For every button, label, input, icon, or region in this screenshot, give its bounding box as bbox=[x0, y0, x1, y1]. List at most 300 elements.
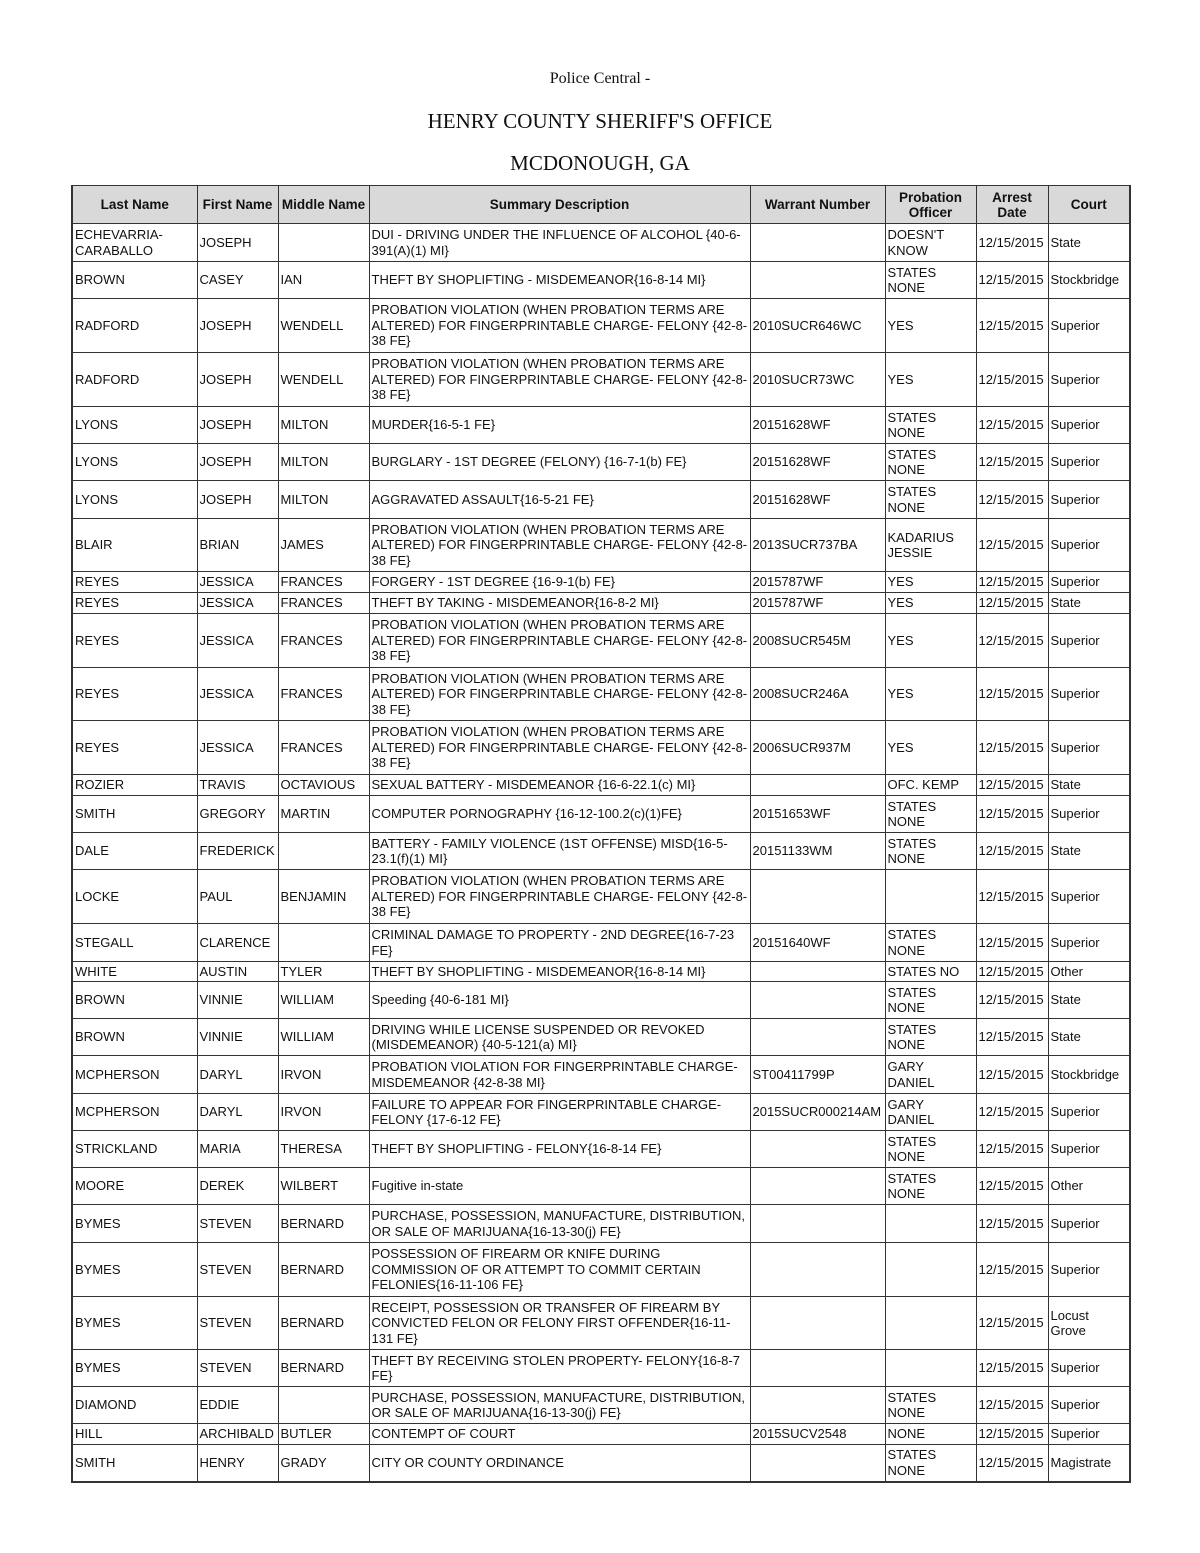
cell-probation-officer: YES bbox=[885, 353, 976, 407]
cell-probation-officer: YES bbox=[885, 668, 976, 721]
cell-warrant-number bbox=[750, 1297, 885, 1350]
cell-first-name: VINNIE bbox=[197, 1019, 278, 1056]
cell-court: Superior bbox=[1048, 1094, 1130, 1131]
cell-warrant-number: 20151653WF bbox=[750, 796, 885, 833]
report-source-title: Police Central - bbox=[549, 70, 651, 87]
cell-first-name: JOSEPH bbox=[197, 444, 278, 481]
cell-court: Magistrate bbox=[1048, 1445, 1130, 1482]
cell-warrant-number: 2015SUCV2548 bbox=[750, 1424, 885, 1445]
cell-first-name: BRIAN bbox=[197, 519, 278, 572]
cell-arrest-date: 12/15/2015 bbox=[976, 407, 1048, 444]
cell-arrest-date: 12/15/2015 bbox=[976, 614, 1048, 668]
cell-probation-officer: STATES NONE bbox=[885, 262, 976, 299]
cell-probation-officer: STATES NONE bbox=[885, 481, 976, 519]
cell-last-name: ECHEVARRIA-CARABALLO bbox=[72, 224, 197, 262]
cell-middle-name: FRANCES bbox=[278, 668, 369, 721]
cell-summary-description: THEFT BY SHOPLIFTING - FELONY{16-8-14 FE} bbox=[369, 1131, 750, 1168]
cell-court: Superior bbox=[1048, 519, 1130, 572]
cell-arrest-date: 12/15/2015 bbox=[976, 224, 1048, 262]
cell-first-name: STEVEN bbox=[197, 1350, 278, 1387]
cell-warrant-number: 20151628WF bbox=[750, 407, 885, 444]
cell-arrest-date: 12/15/2015 bbox=[976, 668, 1048, 721]
cell-summary-description: THEFT BY TAKING - MISDEMEANOR{16-8-2 MI} bbox=[369, 593, 750, 614]
cell-warrant-number bbox=[750, 775, 885, 796]
cell-summary-description: PURCHASE, POSSESSION, MANUFACTURE, DISTRIBUTION, OR SALE OF MARIJUANA{16-13-30(j) FE} bbox=[369, 1387, 750, 1424]
column-header-middle-name: Middle Name bbox=[278, 186, 369, 224]
cell-summary-description: SEXUAL BATTERY - MISDEMEANOR {16-6-22.1(c) MI} bbox=[369, 775, 750, 796]
table-row bbox=[72, 572, 1130, 593]
cell-arrest-date: 12/15/2015 bbox=[976, 262, 1048, 299]
table-row bbox=[72, 1445, 1130, 1482]
cell-summary-description: POSSESSION OF FIREARM OR KNIFE DURING COMMISSION OF OR ATTEMPT TO COMMIT CERTAIN FELONIES{16-11-106 FE} bbox=[369, 1243, 750, 1297]
cell-warrant-number bbox=[750, 1387, 885, 1424]
cell-arrest-date: 12/15/2015 bbox=[976, 721, 1048, 775]
cell-warrant-number: 2015SUCR000214AM bbox=[750, 1094, 885, 1131]
cell-summary-description: CITY OR COUNTY ORDINANCE bbox=[369, 1445, 750, 1482]
table-row bbox=[72, 444, 1130, 481]
table-row bbox=[72, 1056, 1130, 1094]
table-row bbox=[72, 796, 1130, 833]
cell-last-name: MCPHERSON bbox=[72, 1094, 197, 1131]
cell-court: State bbox=[1048, 224, 1130, 262]
table-row bbox=[72, 299, 1130, 353]
cell-probation-officer: STATES NO bbox=[885, 962, 976, 982]
cell-arrest-date: 12/15/2015 bbox=[976, 1350, 1048, 1387]
cell-court: Other bbox=[1048, 962, 1130, 982]
cell-last-name: STRICKLAND bbox=[72, 1131, 197, 1168]
cell-probation-officer: STATES NONE bbox=[885, 1445, 976, 1482]
cell-first-name: STEVEN bbox=[197, 1205, 278, 1243]
table-row bbox=[72, 870, 1130, 924]
cell-summary-description: THEFT BY SHOPLIFTING - MISDEMEANOR{16-8-14 MI} bbox=[369, 262, 750, 299]
cell-probation-officer: OFC. KEMP bbox=[885, 775, 976, 796]
column-header-last-name: Last Name bbox=[72, 186, 197, 224]
cell-summary-description: PROBATION VIOLATION (WHEN PROBATION TERMS ARE ALTERED) FOR FINGERPRINTABLE CHARGE- FELONY {42-8-38 FE} bbox=[369, 353, 750, 407]
cell-arrest-date: 12/15/2015 bbox=[976, 924, 1048, 962]
table-header-row bbox=[72, 186, 1130, 224]
cell-court: Superior bbox=[1048, 1243, 1130, 1297]
table-row bbox=[72, 1350, 1130, 1387]
table-row bbox=[72, 1168, 1130, 1205]
cell-probation-officer: STATES NONE bbox=[885, 1387, 976, 1424]
column-header-first-name: First Name bbox=[197, 186, 278, 224]
cell-probation-officer: YES bbox=[885, 593, 976, 614]
cell-last-name: LYONS bbox=[72, 444, 197, 481]
table-row bbox=[72, 668, 1130, 721]
cell-first-name: VINNIE bbox=[197, 982, 278, 1019]
cell-middle-name: BERNARD bbox=[278, 1243, 369, 1297]
cell-probation-officer: YES bbox=[885, 614, 976, 668]
cell-summary-description: PROBATION VIOLATION FOR FINGERPRINTABLE CHARGE- MISDEMEANOR {42-8-38 MI} bbox=[369, 1056, 750, 1094]
cell-first-name: JOSEPH bbox=[197, 299, 278, 353]
cell-summary-description: PROBATION VIOLATION (WHEN PROBATION TERMS ARE ALTERED) FOR FINGERPRINTABLE CHARGE- FELONY {42-8-38 FE} bbox=[369, 614, 750, 668]
cell-probation-officer: GARY DANIEL bbox=[885, 1056, 976, 1094]
cell-middle-name: MILTON bbox=[278, 407, 369, 444]
column-header-warrant-number: Warrant Number bbox=[750, 186, 885, 224]
cell-probation-officer bbox=[885, 1243, 976, 1297]
cell-arrest-date: 12/15/2015 bbox=[976, 444, 1048, 481]
table-row bbox=[72, 593, 1130, 614]
cell-summary-description: DUI - DRIVING UNDER THE INFLUENCE OF ALCOHOL {40-6-391(A)(1) MI} bbox=[369, 224, 750, 262]
table-row bbox=[72, 262, 1130, 299]
cell-court: Superior bbox=[1048, 796, 1130, 833]
cell-court: Superior bbox=[1048, 1131, 1130, 1168]
cell-last-name: BLAIR bbox=[72, 519, 197, 572]
cell-last-name: DIAMOND bbox=[72, 1387, 197, 1424]
cell-last-name: STEGALL bbox=[72, 924, 197, 962]
cell-warrant-number bbox=[750, 962, 885, 982]
cell-summary-description: DRIVING WHILE LICENSE SUSPENDED OR REVOKED (MISDEMEANOR) {40-5-121(a) MI} bbox=[369, 1019, 750, 1056]
cell-first-name: CLARENCE bbox=[197, 924, 278, 962]
cell-warrant-number: 20151133WM bbox=[750, 833, 885, 870]
cell-middle-name: MARTIN bbox=[278, 796, 369, 833]
column-header-arrest-date: Arrest Date bbox=[976, 186, 1048, 224]
cell-arrest-date: 12/15/2015 bbox=[976, 1445, 1048, 1482]
cell-first-name: JOSEPH bbox=[197, 353, 278, 407]
cell-probation-officer bbox=[885, 870, 976, 924]
cell-first-name: DARYL bbox=[197, 1094, 278, 1131]
cell-arrest-date: 12/15/2015 bbox=[976, 519, 1048, 572]
cell-first-name: JESSICA bbox=[197, 572, 278, 593]
cell-last-name: DALE bbox=[72, 833, 197, 870]
cell-middle-name: BERNARD bbox=[278, 1205, 369, 1243]
cell-first-name: JESSICA bbox=[197, 593, 278, 614]
cell-warrant-number: 2008SUCR246A bbox=[750, 668, 885, 721]
cell-court: Superior bbox=[1048, 668, 1130, 721]
cell-middle-name: FRANCES bbox=[278, 572, 369, 593]
cell-middle-name: WENDELL bbox=[278, 353, 369, 407]
table-row bbox=[72, 1131, 1130, 1168]
cell-arrest-date: 12/15/2015 bbox=[976, 1387, 1048, 1424]
cell-court: Superior bbox=[1048, 353, 1130, 407]
cell-middle-name: FRANCES bbox=[278, 593, 369, 614]
cell-warrant-number: ST00411799P bbox=[750, 1056, 885, 1094]
cell-middle-name bbox=[278, 224, 369, 262]
cell-probation-officer: STATES NONE bbox=[885, 444, 976, 481]
cell-court: Superior bbox=[1048, 1205, 1130, 1243]
cell-first-name: GREGORY bbox=[197, 796, 278, 833]
cell-summary-description: Fugitive in-state bbox=[369, 1168, 750, 1205]
cell-middle-name: IAN bbox=[278, 262, 369, 299]
cell-warrant-number bbox=[750, 262, 885, 299]
cell-probation-officer: DOESN'T KNOW bbox=[885, 224, 976, 262]
cell-summary-description: MURDER{16-5-1 FE} bbox=[369, 407, 750, 444]
table-row bbox=[72, 1387, 1130, 1424]
cell-arrest-date: 12/15/2015 bbox=[976, 572, 1048, 593]
cell-last-name: BROWN bbox=[72, 982, 197, 1019]
cell-probation-officer bbox=[885, 1350, 976, 1387]
cell-middle-name: BENJAMIN bbox=[278, 870, 369, 924]
table-row bbox=[72, 1297, 1130, 1350]
cell-first-name: JESSICA bbox=[197, 668, 278, 721]
cell-probation-officer: STATES NONE bbox=[885, 833, 976, 870]
cell-last-name: WHITE bbox=[72, 962, 197, 982]
table-row bbox=[72, 481, 1130, 519]
cell-probation-officer: STATES NONE bbox=[885, 1019, 976, 1056]
cell-arrest-date: 12/15/2015 bbox=[976, 299, 1048, 353]
cell-last-name: BYMES bbox=[72, 1205, 197, 1243]
cell-last-name: BROWN bbox=[72, 1019, 197, 1056]
cell-probation-officer: STATES NONE bbox=[885, 1168, 976, 1205]
cell-probation-officer bbox=[885, 1297, 976, 1350]
table-row bbox=[72, 962, 1130, 982]
cell-first-name: AUSTIN bbox=[197, 962, 278, 982]
cell-last-name: REYES bbox=[72, 614, 197, 668]
cell-last-name: LOCKE bbox=[72, 870, 197, 924]
cell-warrant-number bbox=[750, 1131, 885, 1168]
cell-court: Superior bbox=[1048, 1350, 1130, 1387]
cell-arrest-date: 12/15/2015 bbox=[976, 1168, 1048, 1205]
cell-court: Superior bbox=[1048, 870, 1130, 924]
cell-probation-officer: STATES NONE bbox=[885, 796, 976, 833]
cell-first-name: DEREK bbox=[197, 1168, 278, 1205]
table-body bbox=[72, 224, 1130, 1482]
cell-last-name: HILL bbox=[72, 1424, 197, 1445]
cell-court: State bbox=[1048, 593, 1130, 614]
cell-last-name: REYES bbox=[72, 668, 197, 721]
cell-last-name: REYES bbox=[72, 593, 197, 614]
cell-warrant-number: 2013SUCR737BA bbox=[750, 519, 885, 572]
agency-title: HENRY COUNTY SHERIFF'S OFFICE bbox=[427, 109, 773, 133]
cell-arrest-date: 12/15/2015 bbox=[976, 353, 1048, 407]
cell-arrest-date: 12/15/2015 bbox=[976, 481, 1048, 519]
cell-first-name: JESSICA bbox=[197, 614, 278, 668]
cell-middle-name: THERESA bbox=[278, 1131, 369, 1168]
agency-location: MCDONOUGH, GA bbox=[510, 151, 690, 175]
cell-summary-description: PROBATION VIOLATION (WHEN PROBATION TERMS ARE ALTERED) FOR FINGERPRINTABLE CHARGE- FELONY {42-8-38 FE} bbox=[369, 870, 750, 924]
cell-warrant-number bbox=[750, 1205, 885, 1243]
cell-summary-description: Speeding {40-6-181 MI} bbox=[369, 982, 750, 1019]
column-header-court: Court bbox=[1048, 186, 1130, 224]
table-row bbox=[72, 721, 1130, 775]
cell-middle-name: IRVON bbox=[278, 1056, 369, 1094]
cell-middle-name bbox=[278, 1387, 369, 1424]
cell-arrest-date: 12/15/2015 bbox=[976, 962, 1048, 982]
cell-warrant-number: 20151628WF bbox=[750, 481, 885, 519]
table-row bbox=[72, 1019, 1130, 1056]
cell-arrest-date: 12/15/2015 bbox=[976, 1056, 1048, 1094]
cell-warrant-number: 2015787WF bbox=[750, 572, 885, 593]
cell-summary-description: THEFT BY SHOPLIFTING - MISDEMEANOR{16-8-14 MI} bbox=[369, 962, 750, 982]
cell-warrant-number bbox=[750, 870, 885, 924]
table-row bbox=[72, 833, 1130, 870]
cell-court: Superior bbox=[1048, 1424, 1130, 1445]
cell-court: Locust Grove bbox=[1048, 1297, 1130, 1350]
cell-probation-officer bbox=[885, 1205, 976, 1243]
cell-arrest-date: 12/15/2015 bbox=[976, 833, 1048, 870]
cell-court: Other bbox=[1048, 1168, 1130, 1205]
cell-court: Stockbridge bbox=[1048, 1056, 1130, 1094]
cell-middle-name: FRANCES bbox=[278, 721, 369, 775]
cell-middle-name: TYLER bbox=[278, 962, 369, 982]
cell-last-name: BROWN bbox=[72, 262, 197, 299]
cell-arrest-date: 12/15/2015 bbox=[976, 1131, 1048, 1168]
cell-court: Superior bbox=[1048, 407, 1130, 444]
cell-warrant-number bbox=[750, 1445, 885, 1482]
cell-last-name: MOORE bbox=[72, 1168, 197, 1205]
cell-warrant-number bbox=[750, 224, 885, 262]
cell-first-name: DARYL bbox=[197, 1056, 278, 1094]
cell-last-name: SMITH bbox=[72, 1445, 197, 1482]
cell-probation-officer: STATES NONE bbox=[885, 1131, 976, 1168]
cell-middle-name: WILLIAM bbox=[278, 982, 369, 1019]
cell-summary-description: CRIMINAL DAMAGE TO PROPERTY - 2ND DEGREE{16-7-23 FE} bbox=[369, 924, 750, 962]
cell-summary-description: PURCHASE, POSSESSION, MANUFACTURE, DISTRIBUTION, OR SALE OF MARIJUANA{16-13-30(j) FE} bbox=[369, 1205, 750, 1243]
table-row bbox=[72, 224, 1130, 262]
table-row bbox=[72, 924, 1130, 962]
cell-court: Superior bbox=[1048, 444, 1130, 481]
cell-last-name: REYES bbox=[72, 721, 197, 775]
cell-summary-description: BURGLARY - 1ST DEGREE (FELONY) {16-7-1(b) FE} bbox=[369, 444, 750, 481]
cell-arrest-date: 12/15/2015 bbox=[976, 1297, 1048, 1350]
cell-last-name: RADFORD bbox=[72, 353, 197, 407]
cell-last-name: ROZIER bbox=[72, 775, 197, 796]
cell-middle-name: WILLIAM bbox=[278, 1019, 369, 1056]
column-header-probation-officer: Probation Officer bbox=[885, 186, 976, 224]
cell-court: State bbox=[1048, 775, 1130, 796]
cell-probation-officer: STATES NONE bbox=[885, 982, 976, 1019]
cell-middle-name bbox=[278, 833, 369, 870]
cell-court: State bbox=[1048, 982, 1130, 1019]
cell-probation-officer: NONE bbox=[885, 1424, 976, 1445]
cell-first-name: ARCHIBALD bbox=[197, 1424, 278, 1445]
cell-warrant-number bbox=[750, 982, 885, 1019]
cell-middle-name: BERNARD bbox=[278, 1297, 369, 1350]
cell-middle-name: WILBERT bbox=[278, 1168, 369, 1205]
cell-summary-description: COMPUTER PORNOGRAPHY {16-12-100.2(c)(1)FE} bbox=[369, 796, 750, 833]
cell-middle-name bbox=[278, 924, 369, 962]
cell-warrant-number: 2010SUCR73WC bbox=[750, 353, 885, 407]
cell-arrest-date: 12/15/2015 bbox=[976, 1243, 1048, 1297]
cell-probation-officer: YES bbox=[885, 299, 976, 353]
cell-middle-name: GRADY bbox=[278, 1445, 369, 1482]
cell-court: Superior bbox=[1048, 1387, 1130, 1424]
cell-first-name: JOSEPH bbox=[197, 224, 278, 262]
cell-summary-description: PROBATION VIOLATION (WHEN PROBATION TERMS ARE ALTERED) FOR FINGERPRINTABLE CHARGE- FELONY {42-8-38 FE} bbox=[369, 299, 750, 353]
cell-summary-description: THEFT BY RECEIVING STOLEN PROPERTY- FELONY{16-8-7 FE} bbox=[369, 1350, 750, 1387]
cell-court: Superior bbox=[1048, 614, 1130, 668]
table-row bbox=[72, 775, 1130, 796]
cell-summary-description: PROBATION VIOLATION (WHEN PROBATION TERMS ARE ALTERED) FOR FINGERPRINTABLE CHARGE- FELONY {42-8-38 FE} bbox=[369, 668, 750, 721]
cell-arrest-date: 12/15/2015 bbox=[976, 1094, 1048, 1131]
cell-first-name: CASEY bbox=[197, 262, 278, 299]
cell-arrest-date: 12/15/2015 bbox=[976, 982, 1048, 1019]
cell-court: Superior bbox=[1048, 924, 1130, 962]
cell-first-name: EDDIE bbox=[197, 1387, 278, 1424]
cell-summary-description: BATTERY - FAMILY VIOLENCE (1ST OFFENSE) MISD{16-5-23.1(f)(1) MI} bbox=[369, 833, 750, 870]
table-row bbox=[72, 407, 1130, 444]
cell-warrant-number: 2015787WF bbox=[750, 593, 885, 614]
cell-first-name: MARIA bbox=[197, 1131, 278, 1168]
cell-probation-officer: STATES NONE bbox=[885, 924, 976, 962]
cell-middle-name: OCTAVIOUS bbox=[278, 775, 369, 796]
cell-last-name: MCPHERSON bbox=[72, 1056, 197, 1094]
cell-first-name: FREDERICK bbox=[197, 833, 278, 870]
cell-warrant-number: 20151628WF bbox=[750, 444, 885, 481]
cell-warrant-number bbox=[750, 1168, 885, 1205]
cell-arrest-date: 12/15/2015 bbox=[976, 775, 1048, 796]
cell-probation-officer: STATES NONE bbox=[885, 407, 976, 444]
cell-last-name: BYMES bbox=[72, 1350, 197, 1387]
cell-summary-description: RECEIPT, POSSESSION OR TRANSFER OF FIREARM BY CONVICTED FELON OR FELONY FIRST OFFENDER{16-11-131 FE} bbox=[369, 1297, 750, 1350]
cell-probation-officer: YES bbox=[885, 721, 976, 775]
cell-arrest-date: 12/15/2015 bbox=[976, 593, 1048, 614]
cell-court: Superior bbox=[1048, 572, 1130, 593]
cell-arrest-date: 12/15/2015 bbox=[976, 1424, 1048, 1445]
cell-arrest-date: 12/15/2015 bbox=[976, 1205, 1048, 1243]
cell-warrant-number bbox=[750, 1019, 885, 1056]
cell-court: Superior bbox=[1048, 481, 1130, 519]
cell-first-name: JESSICA bbox=[197, 721, 278, 775]
cell-middle-name: IRVON bbox=[278, 1094, 369, 1131]
cell-court: Superior bbox=[1048, 299, 1130, 353]
cell-last-name: SMITH bbox=[72, 796, 197, 833]
cell-last-name: LYONS bbox=[72, 407, 197, 444]
cell-last-name: BYMES bbox=[72, 1243, 197, 1297]
cell-arrest-date: 12/15/2015 bbox=[976, 796, 1048, 833]
arrest-table bbox=[71, 185, 1131, 1483]
cell-last-name: BYMES bbox=[72, 1297, 197, 1350]
table-row bbox=[72, 614, 1130, 668]
cell-middle-name: MILTON bbox=[278, 444, 369, 481]
table-row bbox=[72, 1424, 1130, 1445]
cell-warrant-number bbox=[750, 1350, 885, 1387]
cell-court: Stockbridge bbox=[1048, 262, 1130, 299]
cell-summary-description: FORGERY - 1ST DEGREE {16-9-1(b) FE} bbox=[369, 572, 750, 593]
cell-summary-description: CONTEMPT OF COURT bbox=[369, 1424, 750, 1445]
cell-last-name: REYES bbox=[72, 572, 197, 593]
cell-last-name: RADFORD bbox=[72, 299, 197, 353]
cell-first-name: STEVEN bbox=[197, 1243, 278, 1297]
table-row bbox=[72, 353, 1130, 407]
cell-warrant-number: 20151640WF bbox=[750, 924, 885, 962]
cell-court: State bbox=[1048, 1019, 1130, 1056]
cell-first-name: JOSEPH bbox=[197, 481, 278, 519]
cell-court: Superior bbox=[1048, 721, 1130, 775]
cell-middle-name: WENDELL bbox=[278, 299, 369, 353]
cell-warrant-number: 2008SUCR545M bbox=[750, 614, 885, 668]
cell-summary-description: FAILURE TO APPEAR FOR FINGERPRINTABLE CHARGE- FELONY {17-6-12 FE} bbox=[369, 1094, 750, 1131]
cell-first-name: STEVEN bbox=[197, 1297, 278, 1350]
cell-arrest-date: 12/15/2015 bbox=[976, 1019, 1048, 1056]
cell-arrest-date: 12/15/2015 bbox=[976, 870, 1048, 924]
cell-first-name: TRAVIS bbox=[197, 775, 278, 796]
cell-first-name: PAUL bbox=[197, 870, 278, 924]
table-row bbox=[72, 1243, 1130, 1297]
cell-middle-name: BUTLER bbox=[278, 1424, 369, 1445]
cell-warrant-number: 2010SUCR646WC bbox=[750, 299, 885, 353]
cell-probation-officer: YES bbox=[885, 572, 976, 593]
cell-summary-description: PROBATION VIOLATION (WHEN PROBATION TERMS ARE ALTERED) FOR FINGERPRINTABLE CHARGE- FELONY {42-8-38 FE} bbox=[369, 519, 750, 572]
cell-summary-description: PROBATION VIOLATION (WHEN PROBATION TERMS ARE ALTERED) FOR FINGERPRINTABLE CHARGE- FELONY {42-8-38 FE} bbox=[369, 721, 750, 775]
column-header-summary-description: Summary Description bbox=[369, 186, 750, 224]
table-row bbox=[72, 1094, 1130, 1131]
table-row bbox=[72, 982, 1130, 1019]
cell-middle-name: FRANCES bbox=[278, 614, 369, 668]
cell-probation-officer: GARY DANIEL bbox=[885, 1094, 976, 1131]
cell-warrant-number bbox=[750, 1243, 885, 1297]
cell-middle-name: JAMES bbox=[278, 519, 369, 572]
cell-warrant-number: 2006SUCR937M bbox=[750, 721, 885, 775]
cell-first-name: HENRY bbox=[197, 1445, 278, 1482]
cell-middle-name: BERNARD bbox=[278, 1350, 369, 1387]
cell-last-name: LYONS bbox=[72, 481, 197, 519]
cell-summary-description: AGGRAVATED ASSAULT{16-5-21 FE} bbox=[369, 481, 750, 519]
table-row bbox=[72, 1205, 1130, 1243]
cell-probation-officer: KADARIUS JESSIE bbox=[885, 519, 976, 572]
cell-middle-name: MILTON bbox=[278, 481, 369, 519]
cell-first-name: JOSEPH bbox=[197, 407, 278, 444]
